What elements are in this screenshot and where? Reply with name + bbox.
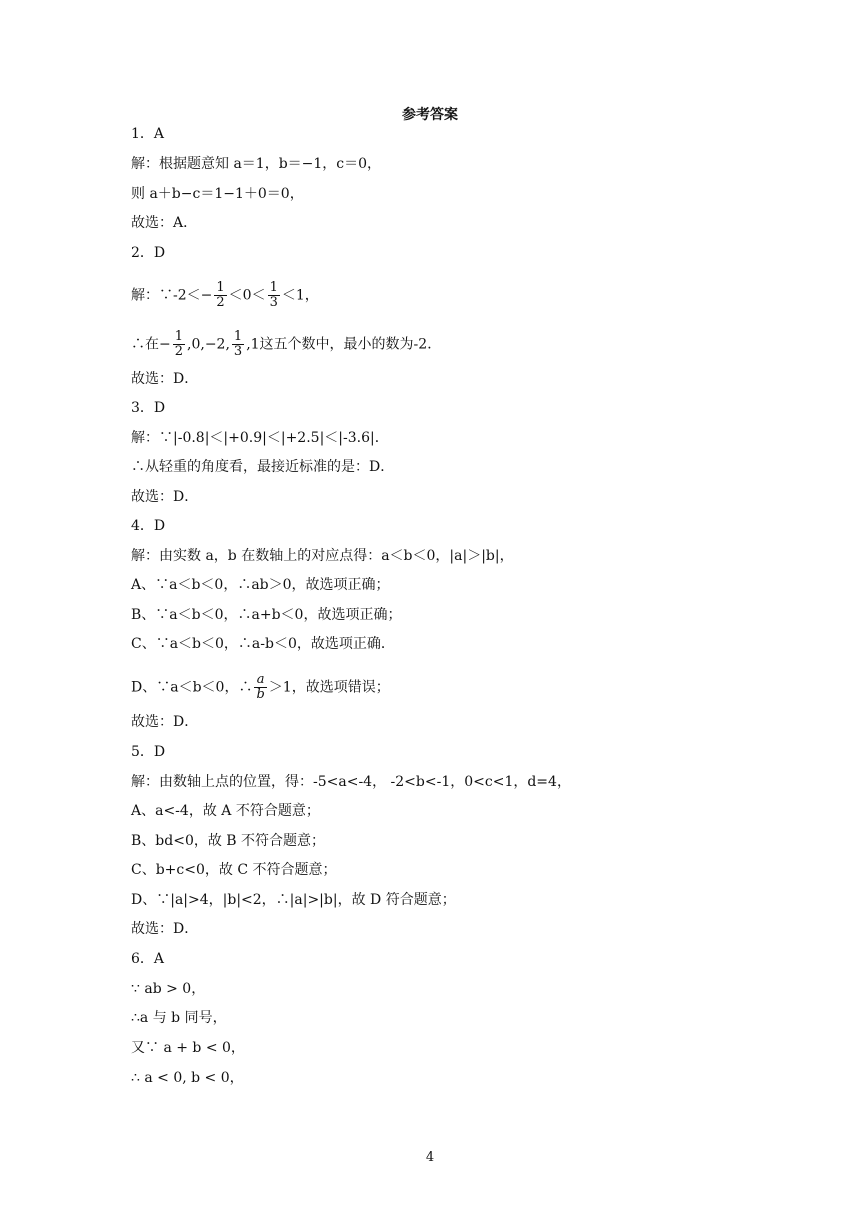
answer-5-option-c: C、b+c<0，故 C 不符合题意；: [131, 862, 337, 878]
answer-2-line-1-pre: 解：∵-2＜−: [131, 287, 213, 304]
fraction-one-half: [214, 281, 226, 310]
answer-4-conclusion: 故选：D．: [131, 714, 199, 730]
answer-2-line-2-mid: ,0,−2,: [187, 336, 230, 353]
answer-3-line-1: 解：∵|-0.8|＜|+0.9|＜|+2.5|＜|-3.6|．: [131, 430, 389, 446]
answer-5-option-a: A、a<-4，故 A 不符合题意；: [131, 803, 320, 819]
answer-4-heading: 4．D: [131, 518, 166, 534]
answer-6-line-1: ∵ ab > 0，: [131, 981, 206, 997]
answer-5-conclusion: 故选：D．: [131, 921, 199, 937]
answer-4-option-a: A、∵a＜b＜0，∴ab＞0，故选项正确；: [131, 577, 390, 593]
answer-1-line-1: 解：根据题意知 a＝1，b＝−1，c＝0，: [131, 156, 382, 172]
answer-2-line-2: [131, 330, 441, 359]
page-number: 4: [425, 1150, 435, 1165]
answer-1-line-2: 则 a＋b−c＝1−1＋0＝0，: [131, 186, 304, 202]
fraction-numerator: a: [254, 673, 266, 688]
answer-4-option-d-post: ＞1，故选项错误；: [268, 679, 390, 696]
fraction-numerator: 1: [269, 280, 278, 295]
fraction-denominator: b: [256, 687, 265, 702]
answer-2-line-1-post: ＜1，: [281, 287, 319, 304]
answer-4-option-b: B、∵a＜b＜0，∴a+b＜0，故选项正确；: [131, 607, 402, 623]
answer-3-line-2: ∴从轻重的角度看，最接近标准的是：D．: [131, 459, 395, 475]
answer-2-line-1: [131, 281, 319, 310]
answer-6-line-2: ∴a 与 b 同号，: [131, 1010, 227, 1026]
answer-2-line-2-post: ,1这五个数中，最小的数为-2．: [246, 336, 442, 353]
answer-5-line-1: 解：由数轴上点的位置，得：-5<a<-4， -2<b<-1，0<c<1，d=4，: [131, 774, 571, 790]
fraction-a-over-b: [254, 673, 266, 702]
answer-3-heading: 3．D: [131, 400, 166, 416]
answer-6-line-3: 又∵ a + b < 0，: [131, 1040, 245, 1056]
fraction-one-third: [268, 281, 280, 310]
answer-6-heading: 6．A: [131, 951, 165, 967]
answer-5-option-b: B、bd<0，故 B 不符合题意；: [131, 833, 326, 849]
fraction-one-half: [173, 330, 185, 359]
fraction-numerator: 1: [233, 329, 243, 344]
answer-5-option-d: D、∵|a|>4，|b|<2，∴|a|>|b|，故 D 符合题意；: [131, 892, 456, 908]
answer-5-heading: 5．D: [131, 744, 166, 760]
answer-4-line-1: 解：由实数 a，b 在数轴上的对应点得：a＜b＜0，|a|＞|b|，: [131, 548, 514, 564]
answer-6-line-4: ∴ a < 0, b < 0，: [131, 1070, 244, 1086]
answer-4-option-c: C、∵a＜b＜0，∴a-b＜0，故选项正确．: [131, 636, 395, 652]
answer-4-option-d: [131, 673, 390, 702]
fraction-one-third: [232, 330, 244, 359]
answer-2-line-2-pre: ∴在−: [131, 336, 171, 353]
page-title: 参考答案: [402, 107, 458, 123]
fraction-denominator: 3: [233, 344, 243, 359]
fraction-numerator: 1: [174, 329, 184, 344]
answer-1-heading: 1．A: [131, 126, 165, 142]
answer-2-heading: 2．D: [131, 245, 166, 261]
answer-2-line-1-mid: ＜0＜: [228, 287, 266, 304]
answer-2-line-3: 故选：D．: [131, 371, 199, 387]
fraction-numerator: 1: [216, 280, 225, 295]
fraction-denominator: 3: [269, 295, 278, 310]
answer-4-option-d-pre: D、∵a＜b＜0，∴: [131, 679, 253, 696]
fraction-denominator: 2: [174, 344, 184, 359]
answer-1-line-3: 故选：A．: [131, 215, 198, 231]
answer-3-line-3: 故选：D．: [131, 489, 199, 505]
fraction-denominator: 2: [216, 295, 225, 310]
